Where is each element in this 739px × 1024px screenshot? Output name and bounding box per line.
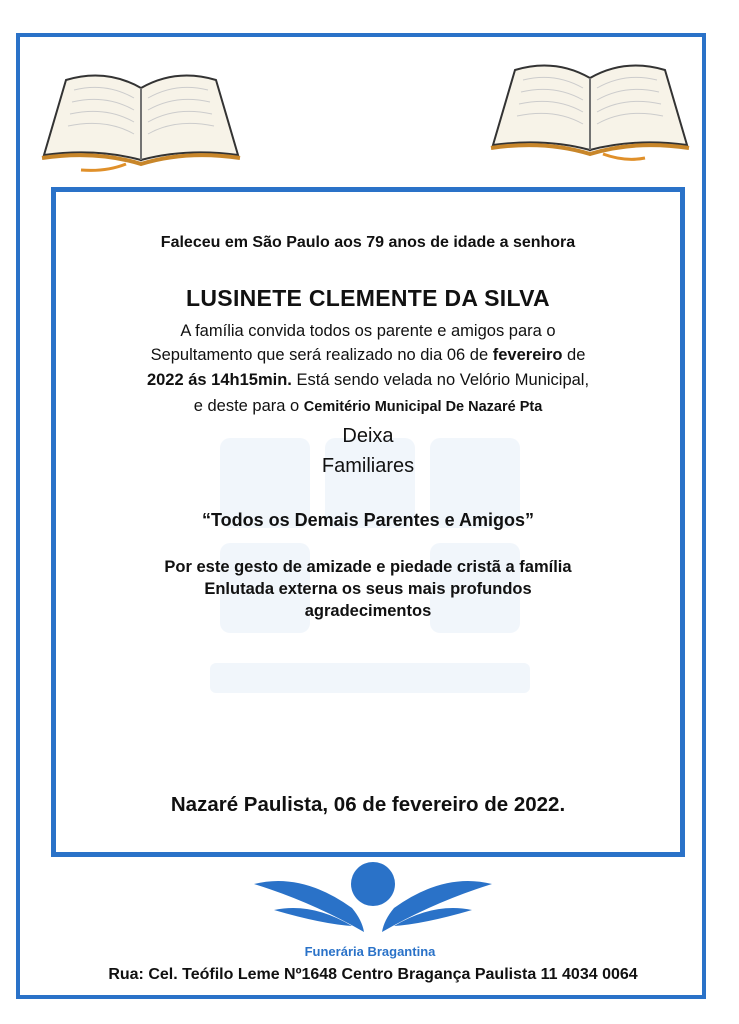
invite-line-1: A família convida todos os parente e amigos para o	[180, 322, 556, 340]
brand-name: Funerária Bragantina	[304, 944, 436, 959]
open-bible-icon	[485, 50, 695, 165]
thanks-line-1: Por este gesto de amizade e piedade cristã a família	[164, 558, 572, 576]
funeral-home-logo-icon	[252, 862, 494, 940]
death-announcement: Faleceu em São Paulo aos 79 anos de idade a senhora	[160, 234, 576, 251]
open-bible-icon	[36, 60, 246, 175]
deceased-name: LUSINETE CLEMENTE DA SILVA	[186, 285, 550, 311]
thanks-line-3: agradecimentos	[304, 602, 432, 620]
thanks-line-2: Enlutada externa os seus mais profundos	[204, 580, 532, 598]
invite-line-2: Sepultamento que será realizado no dia 06 de fevereiro de	[150, 346, 586, 364]
leaves-label: Deixa	[342, 425, 394, 447]
invite-line-3: 2022 ás 14h15min. Está sendo velada no Velório Municipal,	[146, 371, 590, 389]
invite-line-4: e deste para o Cemitério Municipal De Nazaré Pta	[193, 397, 543, 415]
relatives-quote: “Todos os Demais Parentes e Amigos”	[201, 510, 535, 530]
funeral-home-address: Rua: Cel. Teófilo Leme Nº1648 Centro Bragança Paulista 11 4034 0064	[108, 966, 638, 983]
place-and-date: Nazaré Paulista, 06 de fevereiro de 2022.	[170, 793, 566, 816]
family-label: Familiares	[321, 455, 415, 477]
